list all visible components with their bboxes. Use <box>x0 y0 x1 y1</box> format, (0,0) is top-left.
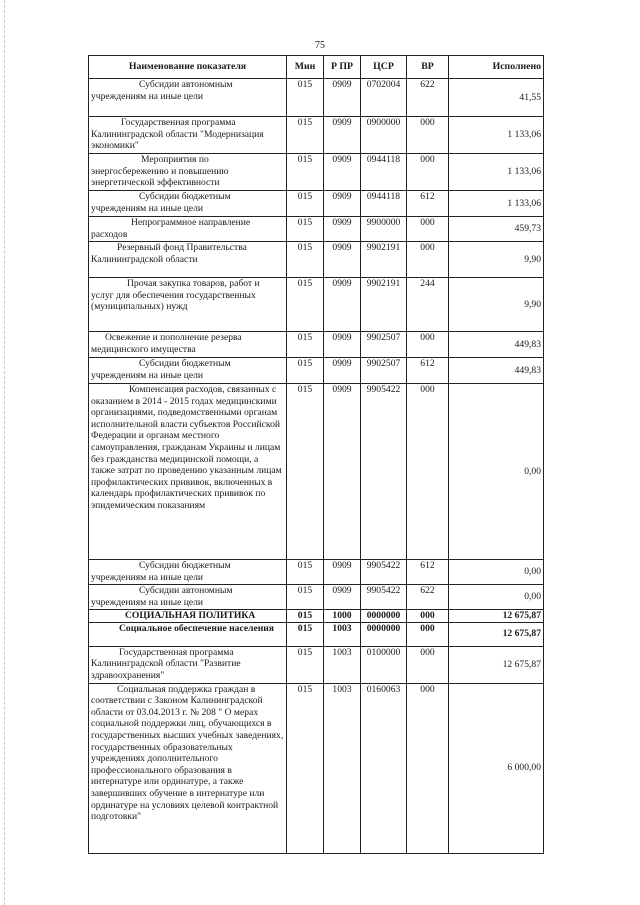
cell-min: 015 <box>287 560 324 585</box>
cell-min: 015 <box>287 217 324 242</box>
cell-vr: 000 <box>407 332 449 358</box>
cell-ispolneno: 41,55 <box>449 79 544 117</box>
cell-rpr: 0909 <box>324 217 361 242</box>
cell-ispolneno: 449,83 <box>449 358 544 384</box>
cell-min: 015 <box>287 242 324 278</box>
cell-csr: 9902507 <box>361 332 407 358</box>
cell-ispolneno: 1 133,06 <box>449 117 544 154</box>
cell-rpr: 1003 <box>324 622 361 646</box>
cell-name: Государственная программа Калининградской области "Модернизация экономики" <box>89 117 287 154</box>
budget-table <box>88 55 544 854</box>
cell-vr: 244 <box>407 278 449 332</box>
table-row <box>89 191 544 217</box>
cell-csr: 9902191 <box>361 242 407 278</box>
cell-csr: 9905422 <box>361 384 407 560</box>
cell-name: Субсидии автономным учреждениям на иные цели <box>89 585 287 610</box>
cell-ispolneno: 12 675,87 <box>449 610 544 623</box>
cell-vr: 000 <box>407 117 449 154</box>
cell-ispolneno: 1 133,06 <box>449 154 544 191</box>
cell-rpr: 0909 <box>324 585 361 610</box>
cell-min: 015 <box>287 622 324 646</box>
cell-min: 015 <box>287 154 324 191</box>
cell-name: Субсидии бюджетным учреждениям на иные цели <box>89 358 287 384</box>
cell-csr: 0100000 <box>361 646 407 683</box>
cell-name: Государственная программа Калининградской области "Развитие здравоохранения" <box>89 646 287 683</box>
cell-min: 015 <box>287 358 324 384</box>
cell-ispolneno: 449,83 <box>449 332 544 358</box>
cell-name: Мероприятия по энергосбережению и повышению энергетической эффективности <box>89 154 287 191</box>
cell-vr: 000 <box>407 242 449 278</box>
cell-vr: 622 <box>407 79 449 117</box>
cell-rpr: 1000 <box>324 610 361 623</box>
cell-name: Социальное обеспечение населения <box>89 622 287 646</box>
table-row <box>89 646 544 683</box>
table-row <box>89 610 544 623</box>
header-rpr: Р ПР <box>324 56 361 79</box>
cell-min: 015 <box>287 332 324 358</box>
cell-name: Субсидии бюджетным учреждениям на иные цели <box>89 191 287 217</box>
cell-name: Субсидии автономным учреждениям на иные цели <box>89 79 287 117</box>
cell-rpr: 1003 <box>324 683 361 853</box>
cell-vr: 612 <box>407 358 449 384</box>
cell-ispolneno: 459,73 <box>449 217 544 242</box>
cell-rpr: 0909 <box>324 242 361 278</box>
table-row <box>89 384 544 560</box>
cell-csr: 9905422 <box>361 560 407 585</box>
cell-min: 015 <box>287 610 324 623</box>
cell-rpr: 0909 <box>324 191 361 217</box>
cell-csr: 9900000 <box>361 217 407 242</box>
cell-min: 015 <box>287 683 324 853</box>
cell-ispolneno: 0,00 <box>449 560 544 585</box>
cell-rpr: 0909 <box>324 154 361 191</box>
header-ispolneno: Исполнено <box>449 56 544 79</box>
cell-vr: 000 <box>407 610 449 623</box>
cell-name: СОЦИАЛЬНАЯ ПОЛИТИКА <box>89 610 287 623</box>
cell-name: Компенсация расходов, связанных с оказанием в 2014 - 2015 годах медицинскими организациями, подведомственными органам исполнительной власти субъектов Российской Федерации и органам местного самоуправления, гражданам Украины и лицам без гражданства медицинской помощи, а также затрат по проведению указанным лицам профилактических прививок, включенных в календарь профилактических прививок по эпидемическим показаниям <box>89 384 287 560</box>
cell-vr: 000 <box>407 217 449 242</box>
header-min: Мин <box>287 56 324 79</box>
cell-name: Непрограммное направление расходов <box>89 217 287 242</box>
cell-rpr: 0909 <box>324 117 361 154</box>
cell-name: Социальная поддержка граждан в соответствии с Законом Калининградской области от 03.04.2013 г. № 208 " О мерах социальной поддержки лиц, обучающихся в государственных высших учебных заведениях, государственных образовательных учреждениях дополнительного профессионального образования в интернатуре или ординатуре, а также завершивших обучение в интернатуре или ординатуре на условиях целевой контрактной подготовки" <box>89 683 287 853</box>
cell-name: Прочая закупка товаров, работ и услуг для обеспечения государственных (муниципальных) нужд <box>89 278 287 332</box>
cell-vr: 000 <box>407 646 449 683</box>
cell-min: 015 <box>287 384 324 560</box>
left-margin-line <box>4 0 5 905</box>
cell-name: Освежение и пополнение резерва медицинского имущества <box>89 332 287 358</box>
table-row <box>89 217 544 242</box>
cell-rpr: 0909 <box>324 384 361 560</box>
cell-rpr: 1003 <box>324 646 361 683</box>
cell-ispolneno: 0,00 <box>449 384 544 560</box>
cell-vr: 612 <box>407 560 449 585</box>
cell-rpr: 0909 <box>324 79 361 117</box>
table-row <box>89 332 544 358</box>
table-body <box>89 79 544 854</box>
cell-ispolneno: 12 675,87 <box>449 622 544 646</box>
cell-min: 015 <box>287 646 324 683</box>
table-row <box>89 358 544 384</box>
cell-vr: 000 <box>407 622 449 646</box>
cell-vr: 000 <box>407 683 449 853</box>
cell-rpr: 0909 <box>324 278 361 332</box>
cell-min: 015 <box>287 79 324 117</box>
cell-vr: 000 <box>407 384 449 560</box>
table-row <box>89 585 544 610</box>
header-vr: ВР <box>407 56 449 79</box>
cell-csr: 0000000 <box>361 610 407 623</box>
table-row <box>89 278 544 332</box>
cell-csr: 0944118 <box>361 191 407 217</box>
cell-csr: 0944118 <box>361 154 407 191</box>
cell-vr: 622 <box>407 585 449 610</box>
cell-ispolneno: 9,90 <box>449 242 544 278</box>
cell-csr: 0000000 <box>361 622 407 646</box>
cell-min: 015 <box>287 585 324 610</box>
table-row <box>89 79 544 117</box>
cell-vr: 612 <box>407 191 449 217</box>
cell-rpr: 0909 <box>324 358 361 384</box>
header-csr: ЦСР <box>361 56 407 79</box>
header-name: Наименование показателя <box>89 56 287 79</box>
cell-ispolneno: 6 000,00 <box>449 683 544 853</box>
cell-min: 015 <box>287 278 324 332</box>
table-row <box>89 242 544 278</box>
table-row <box>89 683 544 853</box>
cell-ispolneno: 1 133,06 <box>449 191 544 217</box>
cell-name: Резервный фонд Правительства Калининградской области <box>89 242 287 278</box>
cell-vr: 000 <box>407 154 449 191</box>
table-row <box>89 117 544 154</box>
cell-ispolneno: 12 675,87 <box>449 646 544 683</box>
page-number: 75 <box>315 40 325 51</box>
cell-csr: 9902191 <box>361 278 407 332</box>
table-row <box>89 154 544 191</box>
cell-min: 015 <box>287 191 324 217</box>
table-row <box>89 560 544 585</box>
cell-csr: 0160063 <box>361 683 407 853</box>
cell-ispolneno: 9,90 <box>449 278 544 332</box>
cell-rpr: 0909 <box>324 560 361 585</box>
cell-csr: 0900000 <box>361 117 407 154</box>
cell-rpr: 0909 <box>324 332 361 358</box>
cell-csr: 9902507 <box>361 358 407 384</box>
cell-ispolneno: 0,00 <box>449 585 544 610</box>
cell-min: 015 <box>287 117 324 154</box>
cell-csr: 0702004 <box>361 79 407 117</box>
cell-name: Субсидии бюджетным учреждениям на иные цели <box>89 560 287 585</box>
table-row <box>89 622 544 646</box>
cell-csr: 9905422 <box>361 585 407 610</box>
table-header-row <box>89 56 544 79</box>
